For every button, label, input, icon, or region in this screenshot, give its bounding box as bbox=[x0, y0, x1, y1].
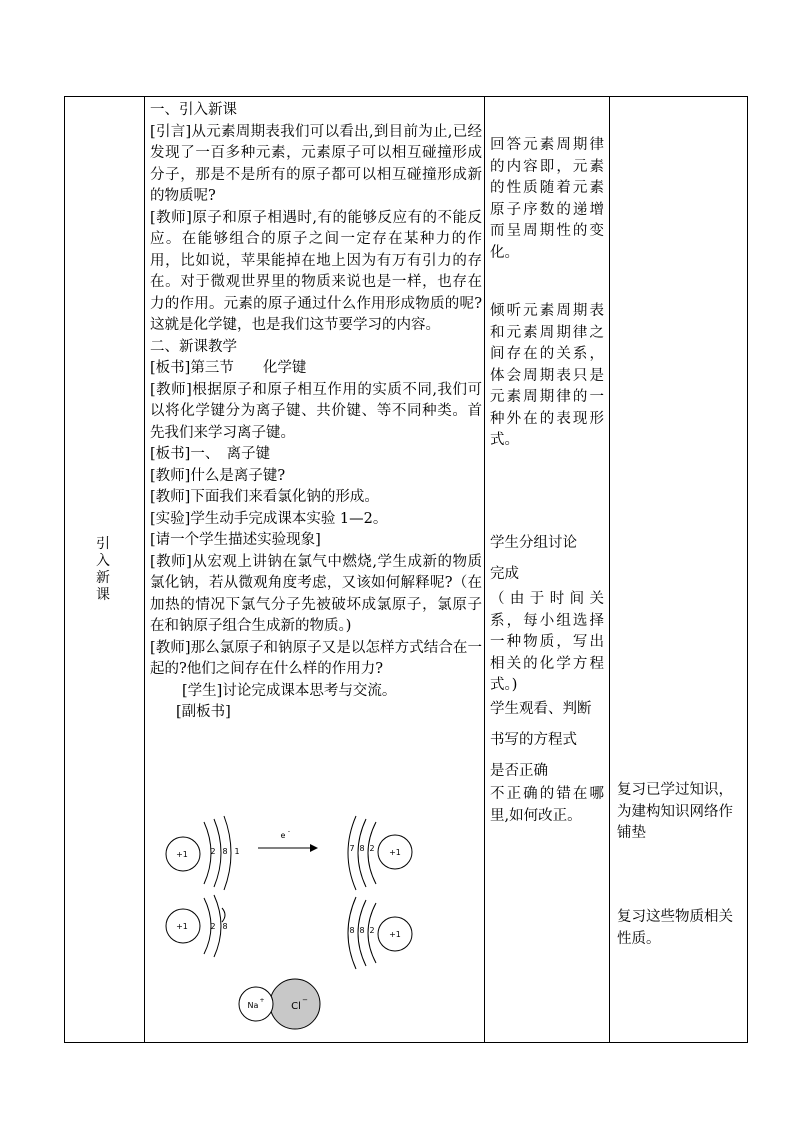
column-divider bbox=[144, 96, 145, 1043]
electron-label: e bbox=[280, 831, 286, 840]
request-note: [请一个学生描述实验现象] bbox=[150, 532, 321, 548]
row-label-char: 引 bbox=[96, 536, 110, 552]
design-intent bbox=[617, 780, 745, 845]
shell-count: 8 bbox=[359, 844, 365, 853]
sodium-ion-charge: + bbox=[259, 997, 265, 1004]
student-activity bbox=[490, 528, 604, 590]
student-text: 是否正确 bbox=[490, 763, 548, 779]
electron-charge: - bbox=[287, 828, 291, 835]
row-label-char: 入 bbox=[96, 553, 110, 569]
design-intent-text: 复习这些物质相关性质。 bbox=[617, 909, 733, 947]
section-title: 一、引入新课 bbox=[150, 102, 237, 118]
student-text: 回答元素周期律的内容即，元素的性质随着元素原子序数的递增而呈周期性的变化。 bbox=[490, 137, 604, 261]
shell-count: 8 bbox=[359, 926, 365, 935]
design-intent-text: 复习已学过知识，为建构知识网络作铺垫 bbox=[617, 782, 733, 841]
row-label bbox=[93, 536, 113, 604]
student-activity bbox=[490, 301, 604, 452]
shell-count: 8 bbox=[349, 926, 355, 935]
column-divider bbox=[484, 96, 485, 1043]
teacher-paragraph: [教师]根据原子和原子相互作用的实质不同,我们可以将化学键分为离子键、共价键、等不同种类。首先我们来学习离子键。 bbox=[150, 381, 482, 441]
nucleus-charge: +1 bbox=[389, 848, 401, 857]
row-label-char: 课 bbox=[96, 587, 110, 603]
design-intent bbox=[617, 907, 745, 950]
nucleus-charge: +1 bbox=[176, 850, 188, 859]
student-activity bbox=[490, 135, 604, 264]
shell-count: 2 bbox=[210, 922, 216, 931]
atom-structure-diagram bbox=[160, 805, 482, 1035]
shell-count: 2 bbox=[369, 844, 375, 853]
shell-count: 2 bbox=[369, 926, 375, 935]
column-divider bbox=[609, 96, 610, 1043]
board-note: [板书]第三节 化学键 bbox=[150, 360, 307, 376]
experiment-note: [实验]学生动手完成课本实验 1—2。 bbox=[150, 510, 388, 527]
shell-count: 7 bbox=[349, 844, 355, 853]
student-text: 书写的方程式 bbox=[490, 732, 577, 748]
student-text: 不正确的错在哪里,如何改正。 bbox=[490, 786, 604, 824]
nucleus-charge: +1 bbox=[389, 930, 401, 939]
teacher-paragraph: [教师]原子和原子相遇时,有的能够反应有的不能反应。在能够组合的原子之间一定存在某种力的作用，比如说，苹果能掉在地上因为有万有引力的存在。对于微观世界里的物质来说也是一样，也存在力的作用。元素的原子通过什么作用形成物质的呢?这就是化学键，也是我们这节要学习的内容。 bbox=[150, 209, 482, 333]
student-text: 倾听元素周期表和元素周期律之间存在的关系，体会周期表只是元素周期律的一种外在的表现形式。 bbox=[490, 303, 604, 448]
teacher-paragraph: [教师]什么是离子键? bbox=[150, 467, 286, 484]
teacher-paragraph: [教师]下面我们来看氯化钠的形成。 bbox=[150, 489, 379, 505]
board-note: [板书]一、 离子键 bbox=[150, 446, 271, 462]
chloride-ion-charge: − bbox=[302, 996, 308, 1004]
shell-count: 2 bbox=[210, 847, 216, 856]
teacher-activity-column bbox=[150, 100, 482, 724]
sub-board-note: [副板书] bbox=[176, 704, 231, 720]
student-activity bbox=[490, 589, 604, 697]
student-text: 学生观看、判断 bbox=[490, 701, 592, 717]
teacher-paragraph: [教师]那么氯原子和钠原子又是以怎样方式结合在一起的?他们之间存在什么样的作用力? bbox=[150, 639, 482, 677]
intro-paragraph: [引言]从元素周期表我们可以看出,到目前为止,已经发现了一百多种元素，元素原子可以相互碰撞形成分子，那是不是所有的原子都可以相互碰撞形成新的物质呢? bbox=[150, 123, 482, 204]
chloride-ion-label: Cl bbox=[291, 1001, 301, 1012]
nucleus-charge: +1 bbox=[176, 922, 188, 931]
student-text: 完成 bbox=[490, 566, 519, 582]
shell-count: 8 bbox=[222, 922, 228, 931]
student-text: （由于时间关系，每小组选择一种物质，写出相关的化学方程式。) bbox=[490, 591, 604, 693]
arrow-head bbox=[310, 844, 318, 852]
shell-count: 1 bbox=[234, 847, 240, 856]
student-activity bbox=[490, 694, 604, 787]
row-label-char: 新 bbox=[96, 570, 110, 586]
student-activity bbox=[490, 784, 604, 827]
sodium-ion-label: Na bbox=[247, 1001, 259, 1010]
shell-count: 8 bbox=[222, 847, 228, 856]
student-text: 学生分组讨论 bbox=[490, 535, 577, 551]
teacher-paragraph: [教师]从宏观上讲钠在氯气中燃烧,学生成新的物质氯化钠，若从微观角度考虑，又该如何解释呢?（在加热的情况下氯气分子先被破坏成氯原子，氯原子在和钠原子组合生成新的物质。) bbox=[150, 553, 482, 634]
section-title: 二、新课教学 bbox=[150, 338, 237, 355]
student-note: [学生]讨论完成课本思考与交流。 bbox=[182, 682, 397, 699]
